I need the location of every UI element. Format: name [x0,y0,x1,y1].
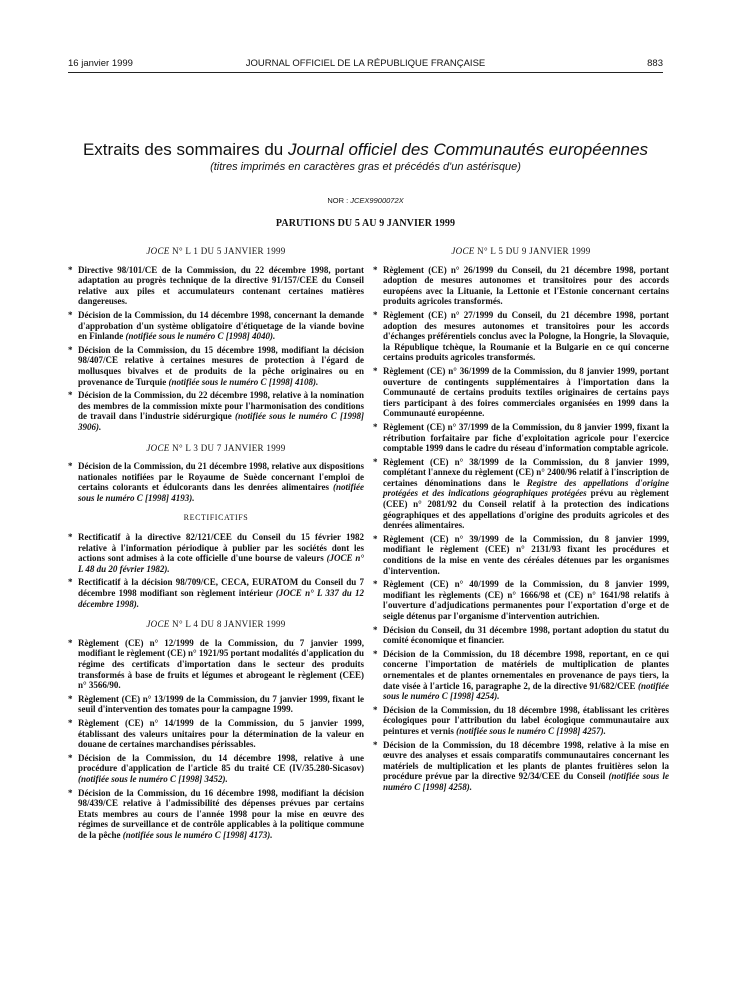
asterisk-marker: * [68,577,73,588]
header-page-number: 883 [647,58,663,69]
asterisk-marker: * [68,461,73,472]
page-title [40,140,691,160]
summary-entry: * Règlement (CE) n° 27/1999 du Conseil, du 21 décembre 1998, portant adoption des mesures autonomes et transitoires pour les accords d'échanges préférentiels conclus avec la Pologne, la Hongrie, la Slovaquie, la République tchèque, la Roumanie et la Bulgarie en ce qui concerne certains produits agricoles transformés. [373,309,669,363]
asterisk-marker: * [373,704,378,715]
summary-entry: * Décision de la Commission, du 18 décembre 1998, établissant les critères écologiques pour l'attribution du label écologique communautaire aux peintures et vernis (notifiée sous le numéro C [1998] 4257). [373,704,669,736]
asterisk-marker: * [68,532,73,543]
summary-entry: * Règlement (CE) n° 13/1999 de la Commission, du 7 janvier 1999, fixant le seuil d'intervention des tomates pour la campagne 1999. [68,693,364,715]
asterisk-marker: * [68,752,73,763]
nor-reference [40,196,691,205]
summary-entry: * Décision de la Commission, du 15 décembre 1998, modifiant la décision 98/407/CE relative à certaines mesures de protection à l'égard de mollusques bivalves et de produits de la pêche originaires ou en provenance de Turquie (notifiée sous le numéro C [1998] 4108). [68,344,364,387]
asterisk-marker: * [373,533,378,544]
asterisk-marker: * [373,421,378,432]
asterisk-marker: * [373,309,378,320]
parutions-heading: PARUTIONS DU 5 AU 9 JANVIER 1999 [275,218,456,229]
summary-entry: * Rectificatif à la décision 98/709/CE, CECA, EURATOM du Conseil du 7 décembre 1998 modifiant son règlement intérieur (JOCE n° L 337 du 12 décembre 1998). [68,577,364,609]
asterisk-marker: * [373,579,378,590]
summary-entry: * Règlement (CE) n° 37/1999 de la Commission, du 8 janvier 1999, fixant la rétribution forfaitaire par fiche d'exploitation agricole pour l'exercice comptable 1999 dans le cadre du réseau d'information comptable agricole. [373,421,669,454]
summary-entry: * Décision de la Commission, du 21 décembre 1998, relative aux dispositions nationales notifiées par le Royaume de Suède concernant l'emploi de certains colorants et édulcorants dans les denrées alimentaires (notifiée sous le numéro C [1998] 4193). [68,461,364,503]
summary-entry: * Règlement (CE) n° 12/1999 de la Commission, du 7 janvier 1999, modifiant le règlement (CE) n° 1921/95 portant modalités d'application du régime des certificats d'importation dans le secteur des produits transformés à base de fruits et légumes et abrogeant le règlement (CEE) n° 3566/90. [68,637,364,691]
summary-entry: * Règlement (CE) n° 14/1999 de la Commission, du 5 janvier 1999, établissant des valeurs unitaires pour la détermination de la valeur en douane de certaines marchandises périssables. [68,717,364,750]
header-journal-name: JOURNAL OFFICIEL DE LA RÉPUBLIQUE FRANÇAISE [245,58,486,69]
summary-entry: * Règlement (CE) n° 38/1999 de la Commission, du 8 janvier 1999, complétant l'annexe du règlement (CE) n° 2400/96 relatif à l'inscription de certaines dénominations dans le Registre des appellations d'origine protégées et des indications géographiques protégées prévu au règlement (CEE) n° 2081/92 du Conseil relatif à la protection des indications géographiques et des appellations d'origine des produits agricoles et des denrées alimentaires. [373,456,669,531]
asterisk-marker: * [373,739,378,750]
summary-entry: * Règlement (CE) n° 26/1999 du Conseil, du 21 décembre 1998, portant adoption de mesures autonomes et transitoires pour des accords européens avec la Lituanie, la Lettonie et l'Estonie concernant certains produits agricoles transformés. [373,264,669,307]
asterisk-marker: * [373,264,378,275]
summary-entry: * Règlement (CE) n° 36/1999 de la Commission, du 8 janvier 1999, portant ouverture de contingents supplémentaires à l'importation dans la Communauté de certains produits textiles originaires de certains pays tiers participant à des foires commerciales organisées en 1999 dans la Communauté européenne. [373,365,669,419]
section-heading: JOCE N° L 3 DU 7 JANVIER 1999 [146,442,286,453]
summary-entry: * Décision de la Commission, du 16 décembre 1998, modifiant la décision 98/439/CE relative à l'admissibilité des dépenses prévues par certains Etats membres au cours de l'année 1998 pour la mise en œuvre des régimes de surveillance et de contrôle applicables à la politique commune de la pêche (notifiée sous le numéro C [1998] 4173). [68,787,364,840]
summary-entry: * Décision de la Commission, du 18 décembre 1998, relative à la mise en œuvre des analyses et essais comparatifs communautaires concernant les matériels de multiplication et les plants de plantes fruitières selon la procédure prévue par la directive 92/34/CEE du Conseil (notifiée sous le numéro C [1998] 4258). [373,739,669,792]
right-column [373,246,669,796]
page-subtitle: (titres imprimés en caractères gras et précédés d'un astérisque) [210,161,521,173]
asterisk-marker: * [373,456,378,467]
nor-code: JCEX9900072X [350,196,404,205]
nor-label: NOR : [327,196,351,205]
asterisk-marker: * [68,390,73,401]
asterisk-marker: * [68,693,73,704]
summary-entry: * Rectificatif à la directive 82/121/CEE du Conseil du 15 février 1982 relative à l'information périodique à publier par les sociétés dont les actions sont admises à la cote officielle d'une bourse de valeurs (JOCE n° L 48 du 20 février 1982). [68,532,364,574]
asterisk-marker: * [68,637,73,648]
header-date: 16 janvier 1999 [68,58,133,69]
asterisk-marker: * [373,365,378,376]
section-heading: JOCE N° L 4 DU 8 JANVIER 1999 [146,619,286,630]
title-roman: Extraits des sommaires du [82,140,288,159]
summary-entry: * Décision de la Commission, du 14 décembre 1998, relative à une procédure d'application de l'article 85 du traité CE (IV/35.280-Sicasov) (notifiée sous le numéro C [1998] 3452). [68,752,364,784]
summary-entry: * Décision du Conseil, du 31 décembre 1998, portant adoption du statut du comité économique et financier. [373,624,669,646]
section-heading: JOCE N° L 1 DU 5 JANVIER 1999 [146,246,286,256]
summary-entry: * Directive 98/101/CE de la Commission, du 22 décembre 1998, portant adaptation au progrès technique de la directive 91/157/CEE du Conseil relative aux piles et accumulateurs contenant certaines matières dangereuses. [68,264,364,307]
asterisk-marker: * [373,624,378,635]
rectificatifs-heading: RECTIFICATIFS [183,513,249,523]
left-column [68,246,364,844]
asterisk-marker: * [68,309,73,320]
asterisk-marker: * [68,264,73,275]
section-heading: JOCE N° L 5 DU 9 JANVIER 1999 [451,246,591,256]
summary-entry: * Décision de la Commission, du 18 décembre 1998, reportant, en ce qui concerne l'importation de matériels de multiplication de plantes ornementales et de plantes ornementales en provenance de pays tiers, la date visée à l'article 16, paragraphe 2, de la directive 91/682/CEE (notifiée sous le numéro C [1998] 4254). [373,648,669,702]
title-italic: Journal officiel des Communautés européennes [287,140,649,159]
summary-entry: * Règlement (CE) n° 40/1999 de la Commission, du 8 janvier 1999, modifiant les règlements (CE) n° 1666/98 et (CE) n° 1641/98 relatifs à l'ouverture d'adjudications permanentes pour l'exportation d'orge et de seigle détenus par l'organisme d'intervention autrichien. [373,579,669,621]
asterisk-marker: * [373,648,378,659]
summary-entry: * Décision de la Commission, du 14 décembre 1998, concernant la demande d'approbation d'un système obligatoire d'étiquetage de la viande bovine en Finlande (notifiée sous le numéro C [1998] 4040). [68,309,364,342]
asterisk-marker: * [68,717,73,728]
summary-entry: * Décision de la Commission, du 22 décembre 1998, relative à la nomination des membres de la commission mixte pour l'harmonisation des conditions de travail dans l'industrie sidérurgique (notifiée sous le numéro C [1998] 3906). [68,390,364,432]
asterisk-marker: * [68,344,73,355]
asterisk-marker: * [68,787,73,798]
summary-entry: * Règlement (CE) n° 39/1999 de la Commission, du 8 janvier 1999, modifiant le règlement (CEE) n° 2131/93 fixant les procédures et conditions de la mise en vente des céréales détenues par les organismes d'intervention. [373,533,669,576]
header-rule [68,72,663,73]
